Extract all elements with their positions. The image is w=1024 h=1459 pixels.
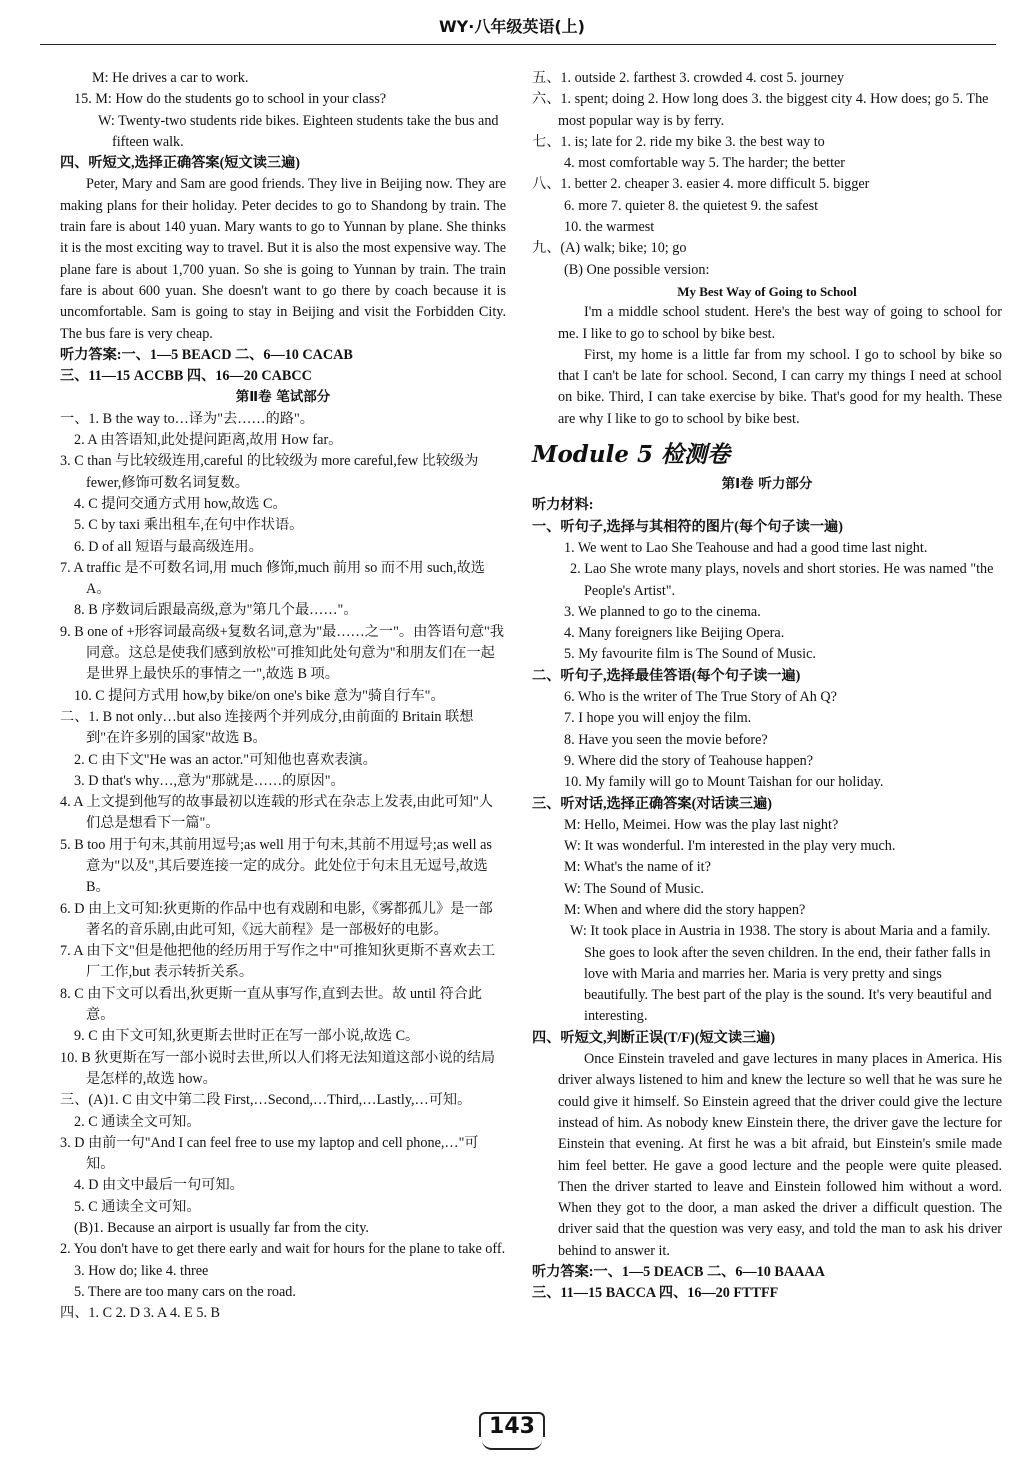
- left-line: 10. B 狄更斯在写一部小说时去世,所以人们将无法知道这部小说的结局是怎样的,故选 how。: [60, 1049, 496, 1087]
- right-line: 六、1. spent; doing 2. How long does 3. the biggest city 4. How does; go 5. The most popular way is by ferry.: [532, 91, 989, 129]
- header-rule: [40, 44, 996, 45]
- left-line: 四、1. C 2. D 3. A 4. E 5. B: [60, 1305, 221, 1322]
- right-line: W: It was wonderful. I'm interested in the play very much.: [564, 838, 896, 855]
- page-header: WY·八年级英语(上): [439, 17, 585, 36]
- left-line: 5. C by taxi 乘出租车,在句中作状语。: [74, 517, 304, 534]
- right-line: 8. Have you seen the movie before?: [564, 731, 768, 748]
- right-line: 第Ⅰ卷 听力部分: [721, 476, 813, 493]
- left-line: 9. C 由下文可知,狄更斯去世时正在写一部小说,故选 C。: [74, 1028, 420, 1045]
- right-line: Once Einstein traveled and gave lectures in many places in America. His driver always listened to him and knew the lecture so well that he was sure he could give it himself. So Einstein agreed that the driver could give the lecture instead of him. As nobody knew Einstein there, the driver gave the lecture for Einstein that evening. At first he was a bit afraid, but Einstein's smile made him feel better. He gave a good lecture and the people were quite pleased. Then the driver started to leave and Einstein followed him without a word. When they got to the door, a man asked the driver a difficult question. The driver said that the question was very easy, and told the man to ask his driver behind to answer it.: [558, 1051, 1002, 1259]
- left-line: 5. There are too many cars on the road.: [74, 1283, 296, 1300]
- left-line: 6. D 由上文可知:狄更斯的作品中也有戏剧和电影,《雾都孤儿》是一部著名的音乐剧,由此可知,《远大前程》是一部极好的电影。: [60, 900, 493, 938]
- left-line: 听力答案:一、1—5 BEACD 二、6—10 CACAB: [60, 346, 353, 363]
- left-line: W: Twenty-two students ride bikes. Eighteen students take the bus and fifteen walk.: [98, 112, 499, 150]
- right-line: 7. I hope you will enjoy the film.: [564, 710, 752, 727]
- left-line: 9. B one of +形容词最高级+复数名词,意为"最……之一"。由答语句意"我同意。这总是使我们感到放松"可推知此处句意为"和朋友们在一起是世界上最快乐的事情之一",故选 B 项。: [60, 623, 505, 683]
- left-line: 一、1. B the way to…译为"去……的路"。: [60, 410, 314, 427]
- left-line: 10. C 提问方式用 how,by bike/on one's bike 意为"骑自行车"。: [74, 687, 445, 704]
- left-line: 4. D 由文中最后一句可知。: [74, 1177, 244, 1194]
- right-line: 10. My family will go to Mount Taishan for our holiday.: [564, 774, 884, 791]
- right-line: W: It took place in Austria in 1938. The story is about Maria and a family. She goes to look after the seven children. In the end, their father falls in love with Maria and marries her. Maria is very pretty and sings beautifully. The best part of the play is the sound. It's very beautiful and interesting.: [570, 923, 992, 1025]
- right-line: I'm a middle school student. Here's the best way of going to school for me. I like to go to school by bike best.: [558, 304, 1002, 342]
- right-line: (B) One possible version:: [564, 261, 710, 278]
- left-line: 8. B 序数词后跟最高级,意为"第几个最……"。: [74, 602, 358, 619]
- left-line: Peter, Mary and Sam are good friends. They live in Beijing now. They are making plans for their holiday. Peter decides to go to Shandong by train. The train fare is about 140 yuan. Mary wants to go to Yunnan by plane. She thinks it is the most exciting way to travel. But it is also the most expensive way. The plane fare is about 1,700 yuan. So she is going to Yunnan by train. The train fare is about 600 yuan. She doesn't want to go there by coach because it is uncomfortable. Sam is going to stay in Beijing and visit the Forbidden City. The bus fare is very cheap.: [60, 176, 506, 342]
- left-column: [60, 68, 506, 1325]
- left-line: 3. D 由前一句"And I can feel free to use my laptop and cell phone,…"可知。: [60, 1134, 479, 1173]
- right-line: 9. Where did the story of Teahouse happen?: [564, 752, 814, 769]
- right-line: W: The Sound of Music.: [564, 880, 704, 897]
- right-line: M: When and where did the story happen?: [564, 901, 806, 918]
- right-column: [532, 68, 1002, 1305]
- left-line: 三、(A)1. C 由文中第二段 First,…Second,…Third,…Lastly,…可知。: [60, 1092, 472, 1109]
- right-line: 10. the warmest: [564, 219, 655, 236]
- left-line: 4. C 提问交通方式用 how,故选 C。: [74, 495, 287, 512]
- left-line: 5. B too 用于句末,其前用逗号;as well 用于句末,其前不用逗号;as well as 意为"以及",其后要连接一定的成分。此处位于句末且无逗号,故选 B。: [60, 836, 492, 896]
- right-line: 6. Who is the writer of The True Story of Ah Q?: [564, 689, 837, 706]
- left-line: 2. A 由答语知,此处提问距离,故用 How far。: [74, 432, 343, 449]
- right-line: 听力材料:: [532, 497, 594, 514]
- left-line: M: He drives a car to work.: [92, 70, 249, 86]
- right-line: 五、1. outside 2. farthest 3. crowded 4. cost 5. journey: [532, 70, 845, 86]
- left-line: 7. A traffic 是不可数名词,用 much 修饰,much 前用 so 而不用 such,故选 A。: [60, 559, 485, 598]
- left-line: 2. C 通读全文可知。: [74, 1113, 201, 1130]
- page-number: 143: [479, 1412, 545, 1437]
- left-line: 二、1. B not only…but also 连接两个并列成分,由前面的 Britain 联想到"在许多别的国家"故选 B。: [60, 708, 474, 747]
- right-line: 二、听句子,选择最佳答语(每个句子读一遍): [532, 667, 801, 684]
- book-icon: [482, 1440, 542, 1450]
- left-line: 5. C 通读全文可知。: [74, 1198, 201, 1215]
- right-line: 九、(A) walk; bike; 10; go: [532, 240, 687, 257]
- left-line: 三、11—15 ACCBB 四、16—20 CABCC: [60, 368, 312, 385]
- left-line: 8. C 由下文可以看出,狄更斯一直从事写作,直到去世。故 until 符合此意。: [60, 985, 483, 1024]
- right-line: 4. most comfortable way 5. The harder; the better: [564, 155, 846, 172]
- right-line: 七、1. is; late for 2. ride my bike 3. the best way to: [532, 133, 825, 150]
- right-line: My Best Way of Going to School: [677, 283, 857, 299]
- left-line: 4. A 上文提到他写的故事最初以连载的形式在杂志上发表,由此可知"人们总是想看下一篇"。: [60, 794, 494, 832]
- right-line: 6. more 7. quieter 8. the quietest 9. the safest: [564, 197, 819, 214]
- right-line: M: Hello, Meimei. How was the play last night?: [564, 816, 839, 833]
- right-line: 三、听对话,选择正确答案(对话读三遍): [532, 795, 772, 812]
- right-line: 4. Many foreigners like Beijing Opera.: [564, 625, 785, 642]
- right-line: 听力答案:一、1—5 DEACB 二、6—10 BAAAA: [532, 1264, 825, 1281]
- right-line: First, my home is a little far from my school. I go to school by bike so that I can't be late for school. Second, I can carry my things I need at school on bike. Third, I can take exercise by bike. That's good for my health. These are why I like to go to school by bike best.: [558, 346, 1002, 427]
- right-line: 5. My favourite film is The Sound of Music.: [564, 646, 816, 663]
- right-line: M: What's the name of it?: [564, 859, 711, 876]
- right-line: Module 5 检测卷: [532, 441, 730, 469]
- left-line: 7. A 由下文"但是他把他的经历用于写作之中"可推知狄更斯不喜欢去工厂工作,but 表示转折关系。: [60, 943, 496, 981]
- right-line: 1. We went to Lao She Teahouse and had a good time last night.: [564, 539, 928, 556]
- page-footer: [0, 1412, 1024, 1450]
- left-line: 第Ⅱ卷 笔试部分: [235, 389, 331, 406]
- left-line: 四、听短文,选择正确答案(短文读三遍): [60, 155, 300, 172]
- right-line: 一、听句子,选择与其相符的图片(每个句子读一遍): [532, 518, 843, 535]
- right-line: 四、听短文,判断正误(T/F)(短文读三遍): [532, 1029, 776, 1046]
- left-line: (B)1. Because an airport is usually far from the city.: [74, 1220, 369, 1237]
- left-line: 3. D that's why…,意为"那就是……的原因"。: [74, 772, 345, 789]
- left-line: 2. You don't have to get there early and wait for hours for the plane to take off.: [60, 1241, 506, 1258]
- right-line: 3. We planned to go to the cinema.: [564, 603, 761, 620]
- right-line: 2. Lao She wrote many plays, novels and short stories. He was named "the People's Artist".: [570, 561, 994, 599]
- right-line: 三、11—15 BACCA 四、16—20 FTTFF: [532, 1285, 779, 1302]
- left-line: 2. C 由下文"He was an actor."可知他也喜欢表演。: [74, 751, 377, 768]
- left-line: 3. How do; like 4. three: [74, 1262, 209, 1279]
- left-line: 15. M: How do the students go to school in your class?: [74, 91, 387, 108]
- right-line: 八、1. better 2. cheaper 3. easier 4. more difficult 5. bigger: [532, 176, 870, 193]
- left-line: 6. D of all 短语与最高级连用。: [74, 538, 263, 555]
- left-line: 3. C than 与比较级连用,careful 的比较级为 more careful,few 比较级为 fewer,修饰可数名词复数。: [60, 453, 479, 491]
